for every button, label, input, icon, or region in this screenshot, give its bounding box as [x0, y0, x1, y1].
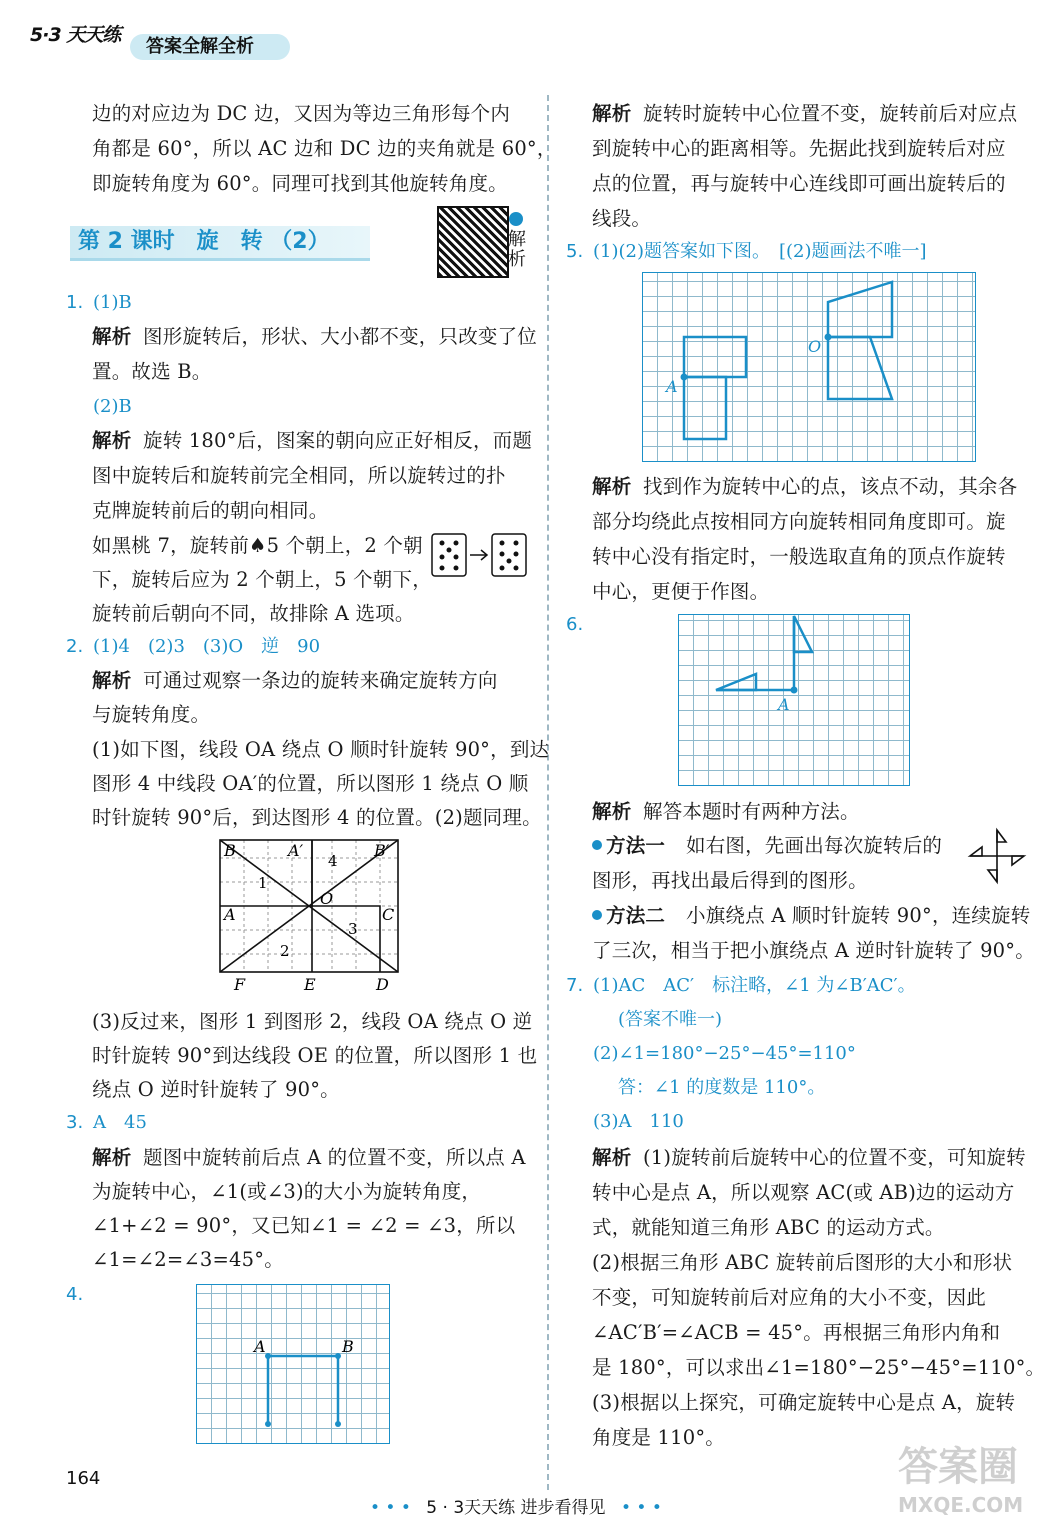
q6-figure	[678, 614, 910, 786]
label-n2: 2	[280, 942, 290, 960]
label-n4: 4	[328, 852, 338, 870]
q1-exp2-line: 旋转 180°后，图案的朝向应正好相反，而题	[143, 429, 533, 452]
q1-exp2-line: 图中旋转后和旋转前完全相同，所以旋转过的扑	[92, 464, 506, 487]
q1-number: 1.	[66, 292, 84, 313]
label-A-prime: A′	[288, 841, 304, 860]
r-intro-line: 到旋转中心的距离相等。先据此找到旋转后对应	[592, 137, 1006, 160]
flag-rotation-diagram	[966, 826, 1028, 886]
header-title: 答案全解全析	[146, 36, 254, 57]
q1-exp2-label: 解析	[92, 429, 132, 452]
watermark	[898, 1442, 1058, 1532]
label-F: F	[234, 975, 246, 994]
q1-exp1-label: 解析	[92, 325, 132, 348]
q7-answer-3: (3)A 110	[593, 1111, 684, 1132]
q2-exp-line: 与旋转角度。	[92, 703, 211, 726]
q5-figure	[642, 272, 976, 462]
label-A: A	[254, 1337, 266, 1356]
watermark-top: 答案圈	[898, 1444, 1018, 1490]
label-O: O	[808, 337, 822, 356]
label-C: C	[382, 905, 395, 924]
q2-exp-line: 可通过观察一条边的旋转来确定旋转方向	[143, 669, 498, 692]
label-n3: 3	[348, 920, 358, 938]
q2-number: 2.	[66, 636, 84, 657]
q3-exp-label: 解析	[92, 1146, 132, 1169]
q7-answer-2-result: 答：∠1 的度数是 110°。	[618, 1077, 826, 1098]
playing-cards-figure	[430, 532, 530, 580]
q2-para1-line: 图形 4 中线段 OA′的位置，所以图形 1 绕点 O 顺	[92, 772, 529, 795]
footer-dots-right: • • •	[620, 1498, 662, 1518]
q7-exp-label: 解析	[592, 1146, 632, 1169]
q7-answer-2: (2)∠1=180°−25°−45°=110°	[593, 1043, 856, 1064]
q2-exp-label: 解析	[92, 669, 132, 692]
q5-exp-line: 转中心没有指定时，一般选取直角的顶点作旋转	[592, 545, 1006, 568]
q1-card-line: 下，旋转后应为 2 个朝上，5 个朝下，	[92, 568, 432, 591]
q7-exp-line: 转中心是点 A，所以观察 AC(或 AB)边的运动方	[592, 1181, 1015, 1204]
q2-rotation-figure	[214, 836, 404, 996]
q6-exp-text: 解答本题时有两种方法。	[643, 800, 860, 823]
q7-answer-1: (1)AC AC′ 标注略，∠1 为∠B′AC′。	[593, 975, 916, 996]
section-title: 第 2 课时 旋 转 （2）	[78, 229, 330, 254]
q5-number: 5.	[566, 241, 584, 262]
q1-answer-2: (2)B	[93, 396, 132, 417]
method-2-icon	[592, 910, 602, 920]
label-D: D	[376, 975, 389, 994]
q7-exp-line: (1)旋转前后旋转中心的位置不变，可知旋转	[643, 1146, 1026, 1169]
r-intro-line: 旋转时旋转中心位置不变，旋转前后对应点	[643, 102, 1018, 125]
q7-answer-1-note: (答案不唯一)	[618, 1009, 723, 1030]
r-intro-line: 点的位置，再与旋转中心连线即可画出旋转后的	[592, 172, 1006, 195]
q3-answer: A 45	[93, 1112, 147, 1133]
q3-exp-line: 题图中旋转前后点 A 的位置不变，所以点 A	[143, 1146, 526, 1169]
q1-card-line: 如黑桃 7，旋转前♠5 个朝上，2 个朝	[92, 534, 423, 557]
q6-exp-label: 解析	[592, 800, 632, 823]
label-E: E	[304, 975, 316, 994]
r-intro-label: 解析	[592, 102, 632, 125]
q2-para2-line: (3)反过来，图形 1 到图形 2，线段 OA 绕点 O 逆	[92, 1010, 533, 1033]
q5-answer: (1)(2)题答案如下图。 [(2)题画法不唯一]	[593, 241, 927, 262]
q3-exp-line: 为旋转中心，∠1(或∠3)的大小为旋转角度，	[92, 1180, 482, 1203]
footer-text: 5 · 3天天练 进步看得见	[426, 1498, 606, 1518]
label-O: O	[320, 889, 334, 908]
q1-exp1-line: 图形旋转后，形状、大小都不变，只改变了位	[143, 325, 538, 348]
q2-para2-line: 绕点 O 逆时针旋转了 90°。	[92, 1078, 340, 1101]
footer-dots-left: • • •	[370, 1498, 411, 1518]
q7-number: 7.	[566, 975, 584, 996]
q4-number: 4.	[66, 1284, 84, 1305]
q1-exp1-line: 置。故选 B。	[92, 360, 212, 383]
q4-figure	[196, 1284, 390, 1444]
label-B-prime: B′	[374, 841, 390, 860]
qr-code[interactable]	[437, 206, 509, 278]
qr-label: 解析	[508, 229, 526, 270]
intro-line: 边的对应边为 DC 边，又因为等边三角形每个内	[92, 102, 511, 125]
method-1-line: 图形，再找出最后得到的图形。	[592, 869, 868, 892]
intro-line: 角都是 60°，所以 AC 边和 DC 边的夹角就是 60°，	[92, 137, 557, 160]
method-1-line: 如右图，先画出每次旋转后的	[686, 834, 943, 857]
q7-exp-line: (3)根据以上探究，可确定旋转中心是点 A，旋转	[592, 1391, 1016, 1414]
q5-exp-line: 中心，更便于作图。	[592, 580, 770, 603]
page-number: 164	[66, 1468, 101, 1489]
method-2-line: 小旗绕点 A 顺时针旋转 90°，连续旋转	[686, 904, 1031, 927]
r-intro-line: 线段。	[592, 207, 652, 230]
q3-number: 3.	[66, 1112, 84, 1133]
q7-exp-line: 是 180°，可以求出∠1=180°−25°−45°=110°。	[592, 1356, 1046, 1379]
q2-para2-line: 时针旋转 90°到达线段 OE 的位置，所以图形 1 也	[92, 1044, 538, 1067]
q2-answer: (1)4 (2)3 (3)O 逆 90	[93, 636, 321, 657]
method-2-label: 方法二	[606, 904, 666, 927]
q2-para1-line: (1)如下图，线段 OA 绕点 O 顺时针旋转 90°，到达	[92, 738, 550, 761]
q6-number: 6.	[566, 614, 584, 635]
qr-play-icon	[509, 212, 523, 226]
label-B: B	[224, 841, 236, 860]
method-2-line: 了三次，相当于把小旗绕点 A 逆时针旋转了 90°。	[592, 939, 1035, 962]
footer	[370, 1495, 710, 1521]
q1-card-line: 旋转前后朝向不同，故排除 A 选项。	[92, 602, 415, 625]
logo: 5·3 天天练	[30, 24, 121, 46]
q1-exp2-line: 克牌旋转前后的朝向相同。	[92, 499, 329, 522]
q3-exp-line: ∠1=∠2=∠3=45°。	[92, 1248, 284, 1271]
q7-exp-line: 角度是 110°。	[592, 1426, 725, 1449]
q5-exp-line: 部分均绕此点按相同方向旋转相同角度即可。旋	[592, 510, 1006, 533]
q7-exp-line: (2)根据三角形 ABC 旋转前后图形的大小和形状	[592, 1251, 1013, 1274]
arrow-right-icon	[470, 550, 487, 560]
label-A: A	[224, 905, 236, 924]
q5-exp-line: 找到作为旋转中心的点，该点不动，其余各	[643, 475, 1018, 498]
q2-para1-line: 时针旋转 90°后，到达图形 4 的位置。(2)题同理。	[92, 806, 542, 829]
label-A: A	[778, 695, 790, 714]
card-before	[432, 534, 466, 576]
header	[30, 14, 330, 66]
q7-exp-line: ∠AC′B′=∠ACB = 45°。再根据三角形内角和	[592, 1321, 1001, 1344]
method-1-label: 方法一	[606, 834, 666, 857]
q3-exp-line: ∠1+∠2 = 90°，又已知∠1 = ∠2 = ∠3，所以	[92, 1214, 516, 1237]
label-B: B	[342, 1337, 354, 1356]
intro-line: 即旋转角度为 60°。同理可找到其他旋转角度。	[92, 172, 508, 195]
watermark-bottom: MXQE.COM	[898, 1493, 1024, 1517]
card-after	[492, 534, 526, 576]
label-n1: 1	[258, 874, 268, 892]
label-A: A	[666, 377, 678, 396]
q7-exp-line: 不变，可知旋转前后对应角的大小不变，因此	[592, 1286, 987, 1309]
q5-exp-label: 解析	[592, 475, 632, 498]
method-1-icon	[592, 840, 602, 850]
q7-exp-line: 式，就能知道三角形 ABC 的运动方式。	[592, 1216, 945, 1239]
q1-answer-1: (1)B	[93, 292, 132, 313]
column-divider	[547, 95, 549, 1490]
